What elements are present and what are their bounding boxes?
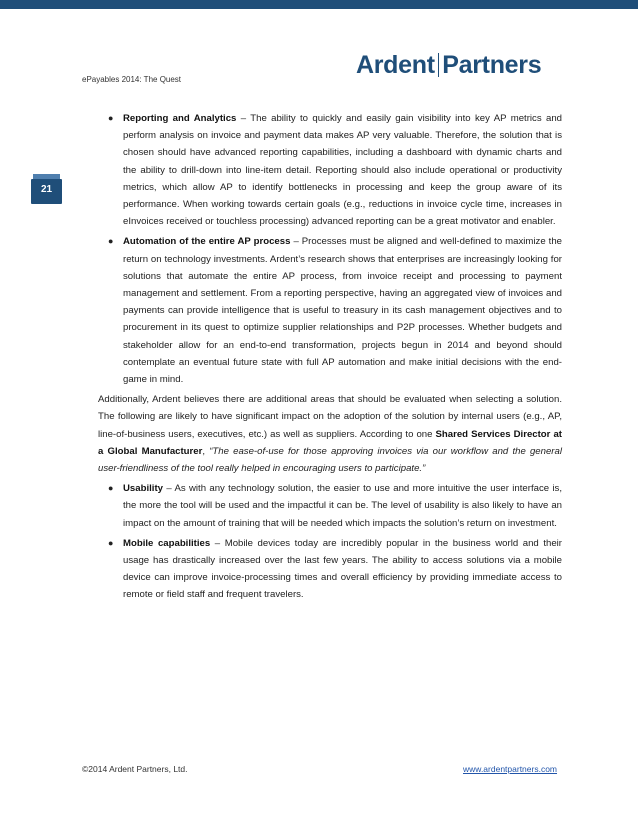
logo-word-ardent: Ardent	[356, 50, 435, 79]
bullet-list-2	[107, 480, 562, 603]
list-item-text: – Processes must be aligned and well-defined to maximize the return on technology investments. Ardent’s research shows that enterprises are increasingly looking for solutions that automate the entire AP process, from invoice receipt and processing to payment management and settlement. From a reporting perspective, having an aggregated view of invoices and payments can provide intelligence that is useful to treasury in its cash management objectives and to procurement in its quest to optimize supplier relationships and P2P processes. Whether budgets and stakeholder allow for an end-to-end transformation, projects begun in 2014 and beyond should contemplate an eventual future state with full AP automation and make initial decisions with the end-game in mind.	[123, 236, 562, 386]
top-color-bar	[0, 0, 638, 9]
list-item-text: – As with any technology solution, the easier to use and more intuitive the user interface is, the more the tool will be used and the impactful it can be. The level of usability is also likely to have an impact on the amount of training that will be needed which impacts the solution’s return on investment.	[123, 483, 562, 529]
list-item-title: Automation of the entire AP process	[123, 236, 291, 248]
list-item	[107, 233, 562, 388]
paragraph-bold-source: Shared Services Director at a Global Manufacturer	[98, 428, 562, 457]
ardent-partners-logo	[356, 50, 541, 80]
list-item	[107, 110, 562, 230]
bullet-list-1	[107, 110, 562, 388]
page-number-tab	[31, 174, 62, 204]
logo-divider	[438, 53, 440, 77]
footer-copyright: ©2014 Ardent Partners, Ltd.	[82, 764, 188, 774]
body-paragraph	[98, 391, 562, 477]
list-item-title: Mobile capabilities	[123, 537, 211, 549]
list-item-text: – The ability to quickly and easily gain visibility into key AP metrics and perform analysis on invoice and payment data makes AP very valuable. Therefore, the solution that is chosen should have advanced reporting capabilities, including a dashboard with dynamic charts and the ability to drill-down into line-item detail. Reporting should also include operational or productivity metrics, which allow AP to identify bottlenecks in processing and keep the group aware of its performance. When working towards certain goals (e.g., reductions in invoice cycle time, increases in eInvoices received or touchless processing) advanced reporting can be a great motivator and enabler.	[123, 113, 562, 228]
running-title: ePayables 2014: The Quest	[82, 75, 182, 84]
list-item-title: Reporting and Analytics	[123, 113, 237, 124]
paragraph-separator: ,	[202, 445, 210, 457]
paragraph-quote: “The ease-of-use for those approving invoices via our workflow and the general user-friendliness of the tool really helped in encouraging users to participate.”	[98, 445, 562, 475]
footer-website-link[interactable]: www.ardentpartners.com	[463, 764, 558, 774]
bullet-icon: ●	[108, 113, 114, 123]
list-item-title: Usability	[123, 483, 163, 495]
list-item-text: – Mobile devices today are incredibly popular in the business world and their usage has drastically increased over the last few years. The ability to access solutions via a mobile device can improve invoice-processing times and overall efficiency by providing immediate access to remote or field staff and frequent travelers.	[123, 537, 562, 601]
logo-word-partners: Partners	[442, 50, 542, 79]
page-number: 21	[40, 184, 53, 195]
bullet-icon: ●	[108, 236, 114, 247]
bullet-icon: ●	[108, 483, 114, 494]
list-item	[107, 480, 562, 532]
list-item	[107, 535, 562, 604]
paragraph-text: Additionally, Ardent believes there are additional areas that should be evaluated when selecting a solution. The following are likely to have significant impact on the adoption of the solution by internal users (e.g., AP, line-of-business users, executives, etc.) as well as suppliers. According to one	[98, 394, 562, 440]
bullet-icon: ●	[108, 537, 114, 548]
body-content	[98, 110, 562, 607]
